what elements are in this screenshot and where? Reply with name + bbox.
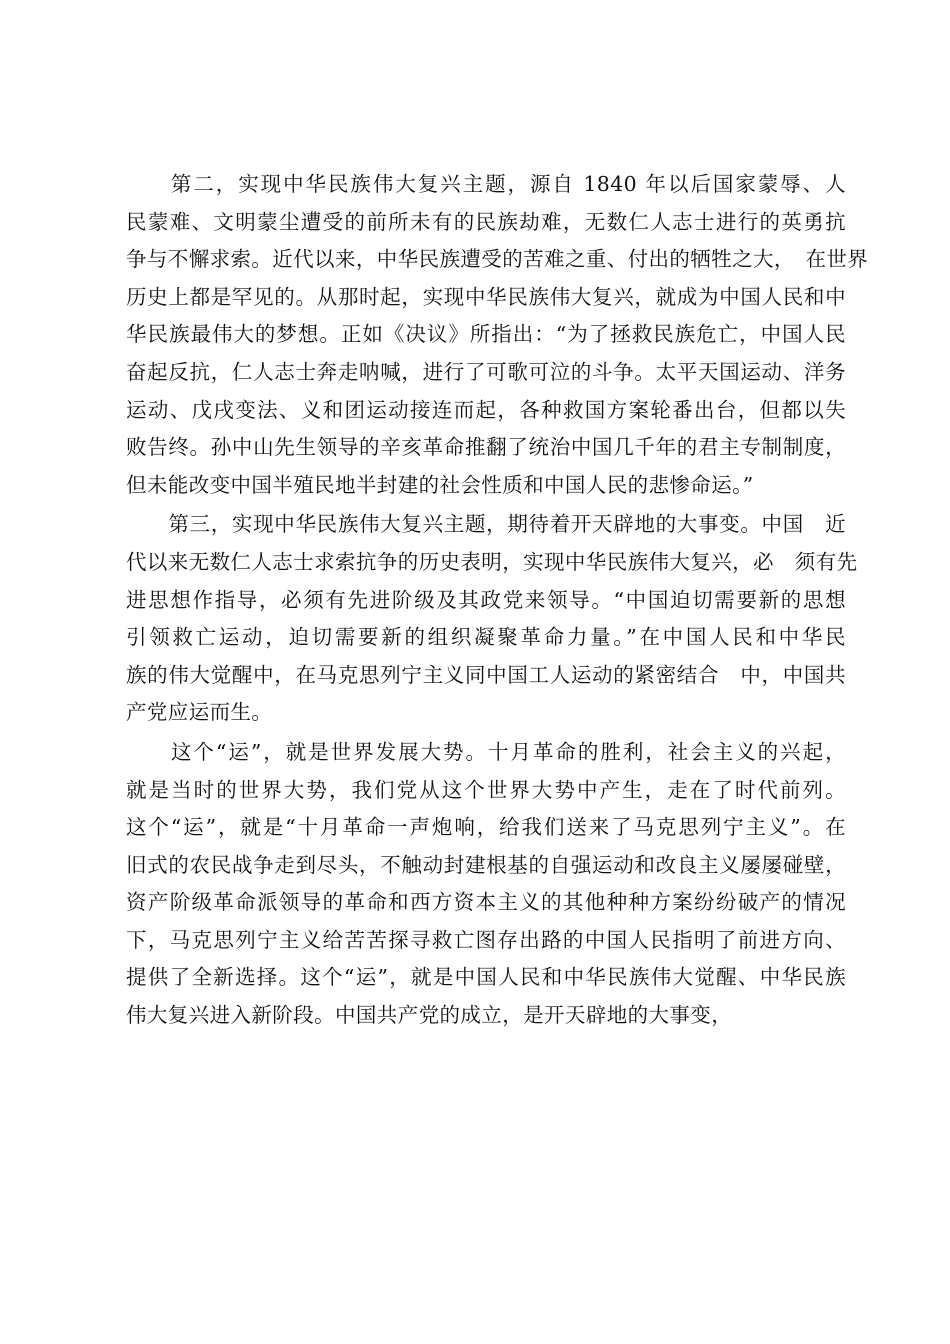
text-line: 这个“运”，就是世界发展大势。十月革命的胜利，社会主义的兴起，	[126, 739, 846, 764]
text-line: 就是当时的世界大势，我们党从这个世界大势中产生，走在了时代前列。	[126, 777, 846, 802]
text-line: 败告终。孙中山先生领导的辛亥革命推翻了统治中国几千年的君主专制制度，	[126, 435, 846, 460]
text-line: 争与不懈求索。近代以来，中华民族遭受的苦难之重、付出的牺牲之大， 在世界	[126, 247, 869, 272]
text-line: 提供了全新选择。这个“运”，就是中国人民和中华民族伟大觉醒、中华民族	[126, 965, 846, 990]
text-line: 下，马克思列宁主义给苦苦探寻救亡图存出路的中国人民指明了前进方向、	[126, 927, 846, 952]
document-body	[126, 166, 869, 1035]
text-line: 资产阶级革命派领导的革命和西方资本主义的其他种种方案纷纷破产的情况	[126, 890, 846, 915]
text-line: 进思想作指导，必须有先进阶级及其政党来领导。“中国迫切需要新的思想	[126, 587, 846, 612]
text-line: 旧式的农民战争走到尽头，不触动封建根基的自强运动和改良主义屡屡碰壁，	[126, 852, 846, 877]
paragraph-third	[126, 506, 858, 732]
text-line: 运动、戊戌变法、义和团运动接连而起，各种救国方案轮番出台，但都以失	[126, 397, 846, 422]
text-line: 族的伟大觉醒中，在马克思列宁主义同中国工人运动的紧密结合 中，中国共	[126, 662, 846, 687]
text-line: 民蒙难、文明蒙尘遭受的前所未有的民族劫难，无数仁人志士进行的英勇抗	[126, 209, 846, 234]
text-line: 引领救亡运动，迫切需要新的组织凝聚革命力量。”在中国人民和中华民	[126, 625, 846, 650]
text-line: 产党应运而生。	[126, 700, 273, 725]
text-line: 伟大复兴进入新阶段。中国共产党的成立，是开天辟地的大事变，	[126, 1003, 733, 1028]
text-line: 华民族最伟大的梦想。正如《决议》所指出：“为了拯救民族危亡，中国人民	[126, 322, 846, 347]
text-line: 这个“运”，就是“十月革命一声炮响，给我们送来了马克思列宁主义”。在	[126, 815, 846, 840]
text-line: 代以来无数仁人志士求索抗争的历史表明，实现中华民族伟大复兴，必 须有先	[126, 549, 858, 574]
text-line: 第二，实现中华民族伟大复兴主题，源自 1840 年以后国家蒙辱、人	[126, 172, 846, 196]
text-line: 但未能改变中国半殖民地半封建的社会性质和中国人民的悲惨命运。”	[126, 472, 754, 497]
paragraph-yun	[126, 734, 846, 1035]
text-line: 奋起反抗，仁人志士奔走呐喊，进行了可歌可泣的斗争。太平天国运动、洋务	[126, 359, 846, 384]
text-line: 第三，实现中华民族伟大复兴主题，期待着开天辟地的大事变。中国 近	[126, 512, 846, 537]
text-line: 历史上都是罕见的。从那时起，实现中华民族伟大复兴，就成为中国人民和中	[126, 284, 846, 309]
paragraph-second	[126, 166, 869, 504]
